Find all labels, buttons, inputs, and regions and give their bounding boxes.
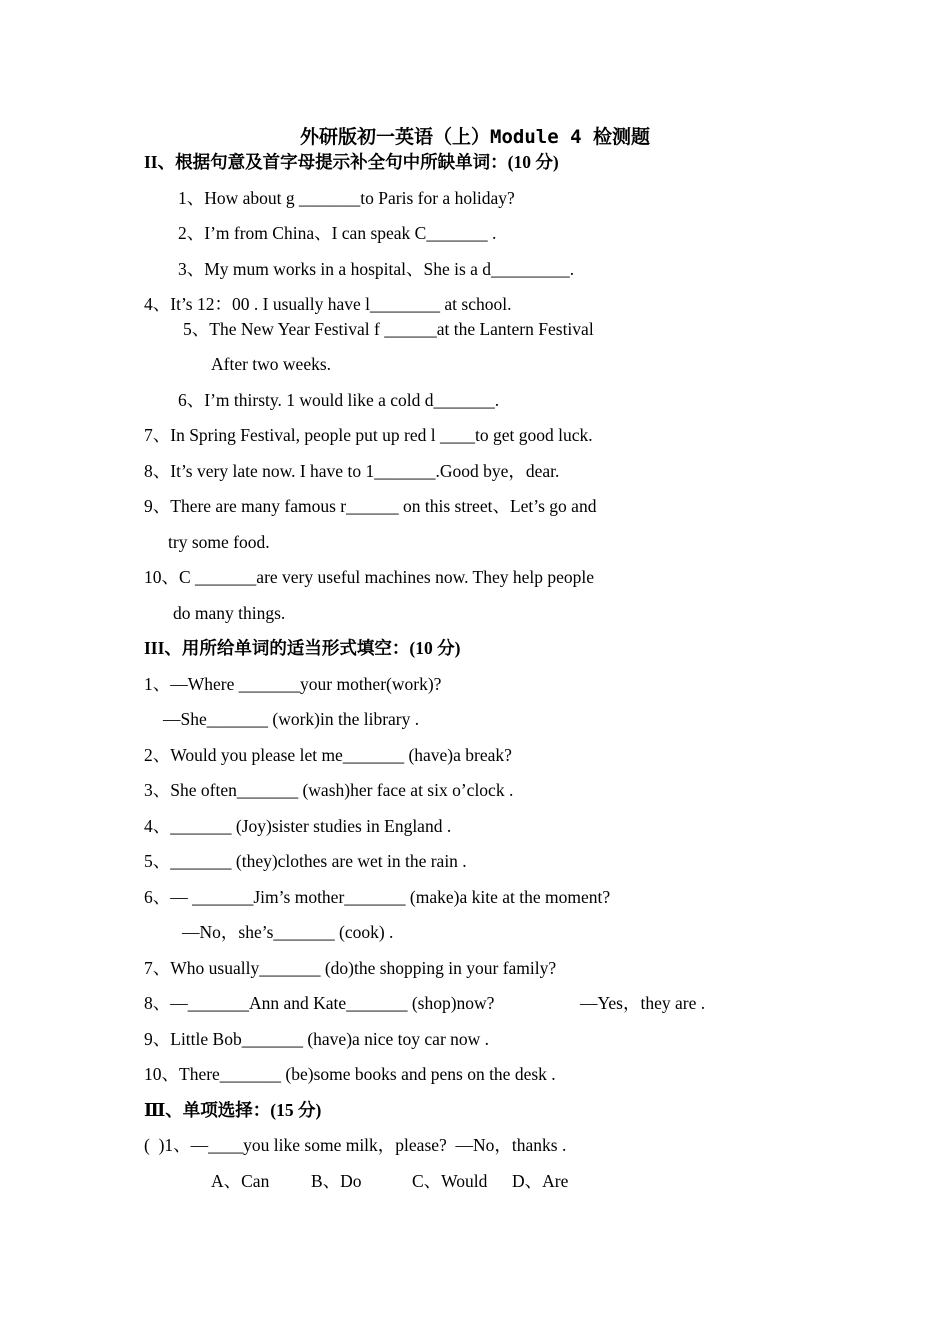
option-a: A、Can xyxy=(211,1171,270,1191)
section-3-item-2: 2、Would you please let me_______ (have)a break? xyxy=(144,745,512,765)
section-2-item-6: 6、I’m thirsty. 1 would like a cold d_______. xyxy=(178,390,500,410)
section-3-item-6: 6、— _______Jim’s mother_______ (make)a kite at the moment? xyxy=(144,887,611,907)
option-b: B、Do xyxy=(311,1171,362,1191)
section-2-item-9-cont: try some food. xyxy=(168,532,270,552)
section-2-item-9: 9、There are many famous r______ on this street、Let’s go and xyxy=(144,496,597,516)
section-2-item-10: 10、C _______are very useful machines now. They help people xyxy=(144,567,595,587)
section-2-heading: II、根据句意及首字母提示补全句中所缺单词：(10 分) xyxy=(144,152,559,172)
section-3-item-9: 9、Little Bob_______ (have)a nice toy car now . xyxy=(144,1029,490,1049)
section-2-item-2: 2、I’m from China、I can speak C_______ . xyxy=(178,223,497,243)
section-2-item-3: 3、My mum works in a hospital、She is a d_________. xyxy=(178,259,575,279)
section-4-heading: Ⅲ、单项选择：(15 分) xyxy=(144,1100,322,1120)
page-title: 外研版初一英语（上）Module 4 检测题 xyxy=(300,126,650,148)
section-3-item-8-answer: —Yes，they are . xyxy=(580,993,706,1013)
section-3-item-6-answer: —No，she’s_______ (cook) . xyxy=(182,922,394,942)
section-2-item-8: 8、It’s very late now. I have to 1_______.Good bye，dear. xyxy=(144,461,560,481)
section-2-item-5: 5、The New Year Festival f ______at the Lantern Festival xyxy=(183,319,594,339)
section-2-item-10-cont: do many things. xyxy=(173,603,286,623)
section-3-item-1-answer: —She_______ (work)in the library . xyxy=(163,709,420,729)
option-d: D、Are xyxy=(512,1171,569,1191)
section-3-item-4: 4、_______ (Joy)sister studies in England . xyxy=(144,816,452,836)
section-2-item-4: 4、It’s 12：00 . I usually have l________ at school. xyxy=(144,294,512,314)
section-3-item-10: 10、There_______ (be)some books and pens on the desk . xyxy=(144,1064,556,1084)
section-2-item-1: 1、How about g _______to Paris for a holiday? xyxy=(178,188,515,208)
section-2-item-7: 7、In Spring Festival, people put up red l ____to get good luck. xyxy=(144,425,593,445)
section-3-item-8: 8、—_______Ann and Kate_______ (shop)now? xyxy=(144,993,495,1013)
section-4-question-1: ( )1、—____you like some milk，please? —No，thanks . xyxy=(144,1135,567,1155)
option-c: C、Would xyxy=(412,1171,488,1191)
section-3-item-5: 5、_______ (they)clothes are wet in the rain . xyxy=(144,851,467,871)
section-3-heading: III、用所给单词的适当形式填空：(10 分) xyxy=(144,638,461,658)
section-2-item-5-cont: After two weeks. xyxy=(211,354,332,374)
section-3-item-1: 1、—Where _______your mother(work)? xyxy=(144,674,442,694)
section-3-item-3: 3、She often_______ (wash)her face at six o’clock . xyxy=(144,780,514,800)
section-3-item-7: 7、Who usually_______ (do)the shopping in your family? xyxy=(144,958,557,978)
